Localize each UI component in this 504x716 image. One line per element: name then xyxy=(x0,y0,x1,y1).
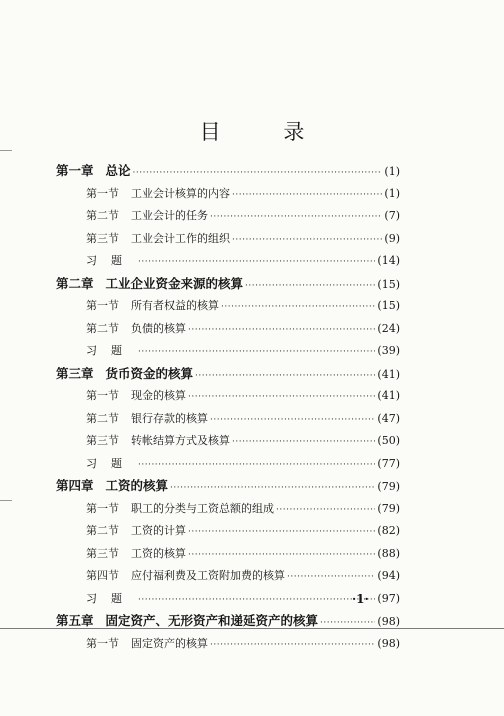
dot-leader xyxy=(188,386,375,409)
toc-entry-section xyxy=(56,543,400,566)
toc-entry-number: 第五章 xyxy=(56,613,94,628)
toc-entry-title: 工资的核算 xyxy=(105,478,169,493)
toc-entry-page: (1) xyxy=(384,186,400,200)
dot-leader xyxy=(232,184,382,207)
dot-leader xyxy=(170,477,375,500)
toc-entry-title: 工业会计的任务 xyxy=(131,209,208,222)
toc-entry-number: 第一章 xyxy=(56,163,94,178)
table-of-contents xyxy=(56,160,400,655)
toc-entry-title: 总论 xyxy=(105,163,131,178)
toc-entry-title: 工业会计工作的组织 xyxy=(131,231,230,245)
toc-entry-chapter xyxy=(56,273,400,296)
margin-mark xyxy=(0,500,12,501)
toc-entry-page: (47) xyxy=(377,411,400,425)
toc-entry-number: 习题 xyxy=(86,254,136,267)
toc-entry-section xyxy=(56,633,400,656)
dot-leader xyxy=(138,341,375,364)
toc-entry-title: 固定资产的核算 xyxy=(131,636,208,650)
toc-entry-section xyxy=(56,183,400,206)
toc-entry-section xyxy=(56,498,400,521)
toc-entry-exercise xyxy=(56,340,400,363)
toc-entry-section xyxy=(56,385,400,408)
toc-entry-number: 第二节 xyxy=(86,321,119,335)
toc-entry-title: 货币资金的核算 xyxy=(105,365,194,381)
toc-entry-section xyxy=(56,520,400,543)
toc-entry-number: 第一节 xyxy=(86,186,119,200)
dot-leader xyxy=(133,162,383,185)
toc-entry-page: (24) xyxy=(377,321,400,335)
dot-leader xyxy=(232,431,375,454)
page-number: ·1· xyxy=(352,592,369,606)
toc-entry-exercise xyxy=(56,250,400,273)
dot-leader xyxy=(188,544,375,567)
toc-entry-section xyxy=(56,318,400,341)
toc-entry-page: (77) xyxy=(377,456,400,470)
toc-entry-page: (15) xyxy=(377,277,400,291)
toc-entry-title: 工资的计算 xyxy=(131,524,186,537)
toc-entry-section xyxy=(56,430,400,453)
dot-leader xyxy=(210,634,375,657)
toc-entry-page: (94) xyxy=(377,569,400,582)
toc-entry-number: 第二节 xyxy=(86,411,119,425)
dot-leader xyxy=(276,499,375,522)
toc-entry-page: (79) xyxy=(377,480,400,493)
toc-entry-page: (79) xyxy=(377,501,400,515)
toc-entry-chapter xyxy=(56,363,400,386)
toc-entry-number: 习题 xyxy=(86,456,136,470)
toc-entry-number: 第四章 xyxy=(56,478,94,493)
toc-entry-section xyxy=(56,408,400,431)
toc-entry-title: 现金的核算 xyxy=(131,389,186,402)
dot-leader xyxy=(188,319,375,342)
toc-entry-number: 习题 xyxy=(86,591,136,605)
toc-entry-chapter xyxy=(56,475,400,498)
toc-entry-page: (41) xyxy=(377,367,400,381)
toc-entry-section xyxy=(56,295,400,318)
toc-entry-title: 职工的分类与工资总额的组成 xyxy=(131,501,274,515)
toc-entry-chapter xyxy=(56,610,400,633)
margin-mark xyxy=(0,150,12,151)
toc-entry-title: 固定资产、无形资产和递延资产的核算 xyxy=(105,613,319,628)
dot-leader xyxy=(195,365,375,388)
toc-entry-number: 第二章 xyxy=(56,275,94,291)
toc-entry-number: 习题 xyxy=(86,344,136,357)
dot-leader xyxy=(320,612,375,635)
toc-entry-number: 第三节 xyxy=(86,434,119,447)
toc-entry-page: (98) xyxy=(377,636,400,650)
toc-entry-section xyxy=(56,565,400,588)
dot-leader xyxy=(232,229,382,252)
toc-entry-page: (82) xyxy=(377,524,400,537)
dot-leader xyxy=(188,521,375,544)
toc-entry-exercise xyxy=(56,588,400,611)
toc-heading: 目 录 xyxy=(199,120,333,144)
toc-entry-page: (50) xyxy=(377,434,400,447)
dot-leader xyxy=(210,409,375,432)
toc-entry-title: 工资的核算 xyxy=(131,546,186,560)
dot-leader xyxy=(210,206,382,229)
toc-entry-number: 第一节 xyxy=(86,636,119,650)
toc-entry-page: (39) xyxy=(377,344,400,357)
toc-entry-page: (41) xyxy=(377,389,400,402)
toc-entry-title: 负债的核算 xyxy=(131,321,186,335)
toc-entry-number: 第二节 xyxy=(86,524,119,537)
toc-entry-exercise xyxy=(56,453,400,476)
toc-entry-number: 第一节 xyxy=(86,299,119,312)
toc-entry-number: 第一节 xyxy=(86,501,119,515)
dot-leader xyxy=(287,566,375,589)
toc-entry-title: 工业会计核算的内容 xyxy=(131,186,230,200)
dot-leader xyxy=(138,454,375,477)
toc-entry-page: (97) xyxy=(377,591,400,605)
toc-entry-page: (9) xyxy=(384,231,400,245)
toc-entry-title: 工业企业资金来源的核算 xyxy=(105,275,244,291)
toc-entry-title: 银行存款的核算 xyxy=(131,411,208,425)
toc-entry-page: (98) xyxy=(377,615,400,628)
toc-entry-section xyxy=(56,205,400,228)
toc-entry-number: 第四节 xyxy=(86,569,119,582)
toc-entry-page: (7) xyxy=(384,209,400,222)
toc-entry-number: 第三节 xyxy=(86,231,119,245)
toc-entry-page: (1) xyxy=(384,165,400,178)
toc-entry-title: 应付福利费及工资附加费的核算 xyxy=(131,569,285,582)
page-bottom-rule xyxy=(0,628,504,629)
dot-leader xyxy=(221,296,375,319)
toc-entry-title: 所有者权益的核算 xyxy=(131,299,219,312)
toc-entry-page: (15) xyxy=(377,299,400,312)
toc-entry-number: 第三章 xyxy=(56,365,94,381)
toc-entry-chapter xyxy=(56,160,400,183)
dot-leader xyxy=(138,589,375,612)
toc-entry-number: 第三节 xyxy=(86,546,119,560)
dot-leader xyxy=(245,275,375,298)
dot-leader xyxy=(138,251,375,274)
toc-entry-title: 转帐结算方式及核算 xyxy=(131,434,230,447)
toc-entry-page: (88) xyxy=(377,546,400,560)
toc-entry-page: (14) xyxy=(377,254,400,267)
toc-entry-number: 第二节 xyxy=(86,209,119,222)
toc-entry-number: 第一节 xyxy=(86,389,119,402)
toc-entry-section xyxy=(56,228,400,251)
